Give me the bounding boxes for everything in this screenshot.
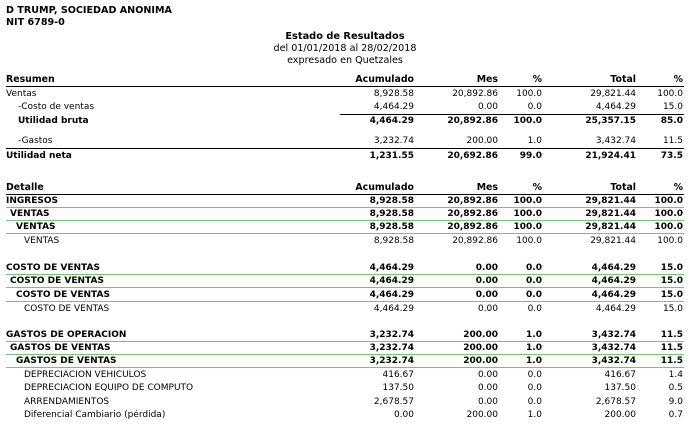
detail-group-rule-3 <box>6 274 684 275</box>
detail-col-accumulated-cell: 3,232.74 <box>369 330 414 340</box>
detail-col-total-cell: 4,464.29 <box>591 290 636 300</box>
summary-row <box>0 115 690 128</box>
summary-row <box>0 150 690 163</box>
detail-col-accumulated-cell: 137.50 <box>382 383 414 393</box>
detail-col-concept-cell: Diferencial Cambiario (pérdida) <box>24 410 166 420</box>
summary-col-month-cell: 20,892.86 <box>452 89 498 99</box>
detail-col-pct-total-cell: 100.0 <box>654 196 683 206</box>
detail-col-pct-total-cell: 1.4 <box>668 370 683 380</box>
summary-col-pct-month-cell: 0.0 <box>527 102 542 112</box>
detail-col-concept-cell: GASTOS DE VENTAS <box>16 356 117 366</box>
detail-col-pct-total-cell: 11.5 <box>660 356 683 366</box>
report-currency: expresado en Quetzales <box>287 55 403 66</box>
detail-col-accumulated-cell: 0.00 <box>393 410 414 420</box>
summary-col-accumulated-cell: 3,232.74 <box>373 136 414 146</box>
summary-col-total-cell: 25,357.15 <box>585 116 636 126</box>
detail-col-concept-cell: COSTO DE VENTAS <box>16 290 110 300</box>
detail-col-pct-month-header: % <box>532 182 542 193</box>
summary-col-concept-header: Resumen <box>6 74 55 85</box>
summary-row <box>0 135 690 148</box>
detail-col-concept-cell: DEPRECIACION EQUIPO DE COMPUTO <box>24 383 194 393</box>
detail-col-pct-total-cell: 15.0 <box>660 263 683 273</box>
detail-col-pct-month-cell: 100.0 <box>516 236 542 246</box>
summary-row <box>0 88 690 101</box>
detail-col-total-cell: 3,432.74 <box>591 356 636 366</box>
detail-col-total-cell: 4,464.29 <box>591 263 636 273</box>
detail-col-month-header: Mes <box>476 182 498 193</box>
detail-col-pct-month-cell: 1.0 <box>527 410 542 420</box>
detail-col-pct-total-header: % <box>673 182 683 193</box>
summary-col-pct-total-cell: 85.0 <box>660 116 683 126</box>
detail-group-rule-2 <box>6 233 684 234</box>
detail-col-accumulated-cell: 8,928.58 <box>369 209 414 219</box>
detail-col-pct-month-cell: 100.0 <box>513 222 542 232</box>
detail-row <box>0 396 690 409</box>
summary-col-total-cell: 29,821.44 <box>590 89 636 99</box>
detail-row <box>0 303 690 316</box>
detail-row <box>0 409 690 422</box>
detail-col-month-cell: 20,892.86 <box>452 236 498 246</box>
detail-col-pct-total-cell: 11.5 <box>660 343 683 353</box>
report-period: del 01/01/2018 al 28/02/2018 <box>273 43 417 54</box>
detail-col-month-cell: 0.00 <box>477 370 498 380</box>
detail-col-total-cell: 200.00 <box>604 410 636 420</box>
detail-col-concept-cell: ARRENDAMIENTOS <box>24 397 110 407</box>
detail-col-pct-total-cell: 100.0 <box>657 236 683 246</box>
detail-col-pct-total-cell: 15.0 <box>662 304 683 314</box>
detail-col-accumulated-cell: 4,464.29 <box>369 290 414 300</box>
company-nit: NIT 6789-0 <box>6 17 65 28</box>
detail-col-accumulated-cell: 8,928.58 <box>369 196 414 206</box>
detail-col-pct-month-cell: 0.0 <box>526 263 542 273</box>
detail-col-total-cell: 29,821.44 <box>585 222 636 232</box>
detail-col-accumulated-cell: 3,232.74 <box>369 343 414 353</box>
detail-col-pct-total-cell: 0.7 <box>668 410 683 420</box>
detail-col-concept-cell: VENTAS <box>16 222 56 232</box>
summary-col-total-header: Total <box>610 74 636 85</box>
detail-col-accumulated-cell: 4,464.29 <box>369 276 414 286</box>
detail-col-month-cell: 20,892.86 <box>447 196 498 206</box>
detail-col-concept-cell: VENTAS <box>10 209 50 219</box>
detail-col-total-cell: 4,464.29 <box>595 304 636 314</box>
detail-col-concept-cell: DEPRECIACION VEHICULOS <box>24 370 147 380</box>
detail-col-pct-month-cell: 0.0 <box>526 276 542 286</box>
detail-col-month-cell: 0.00 <box>475 263 498 273</box>
summary-col-month-cell: 200.00 <box>466 136 498 146</box>
report-title: Estado de Resultados <box>285 31 405 42</box>
detail-col-pct-month-cell: 0.0 <box>527 304 542 314</box>
detail-col-pct-total-cell: 100.0 <box>654 209 683 219</box>
summary-col-accumulated-cell: 1,231.55 <box>369 151 414 161</box>
detail-col-concept-cell: INGRESOS <box>6 196 58 206</box>
detail-col-total-cell: 3,432.74 <box>591 330 636 340</box>
detail-col-accumulated-cell: 3,232.74 <box>369 356 414 366</box>
detail-col-pct-month-cell: 1.0 <box>526 330 542 340</box>
detail-col-pct-month-cell: 1.0 <box>526 343 542 353</box>
summary-col-pct-total-cell: 100.0 <box>657 89 683 99</box>
summary-col-pct-month-cell: 100.0 <box>516 89 542 99</box>
detail-group-rule-4 <box>6 287 684 288</box>
company-name: D TRUMP, SOCIEDAD ANONIMA <box>6 5 172 16</box>
summary-col-month-cell: 0.00 <box>477 102 498 112</box>
detail-row <box>0 235 690 248</box>
summary-col-concept-cell: Utilidad neta <box>6 151 72 161</box>
detail-col-total-header: Total <box>610 182 636 193</box>
detail-group-rule-7 <box>6 354 684 355</box>
detail-group-rule-6 <box>6 341 684 342</box>
detail-col-total-cell: 29,821.44 <box>590 236 636 246</box>
detail-col-concept-cell: COSTO DE VENTAS <box>24 304 110 314</box>
summary-col-pct-month-cell: 1.0 <box>527 136 542 146</box>
summary-col-pct-total-header: % <box>673 74 683 85</box>
summary-col-accumulated-cell: 4,464.29 <box>369 116 414 126</box>
detail-col-pct-month-cell: 0.0 <box>527 383 542 393</box>
summary-header-rule <box>6 86 684 87</box>
detail-col-month-cell: 0.00 <box>477 304 498 314</box>
detail-col-total-cell: 3,432.74 <box>591 343 636 353</box>
detail-col-concept-cell: VENTAS <box>24 236 60 246</box>
summary-col-month-cell: 20,692.86 <box>447 151 498 161</box>
detail-col-accumulated-cell: 8,928.58 <box>369 222 414 232</box>
detail-col-concept-cell: GASTOS DE OPERACION <box>6 330 127 340</box>
summary-col-pct-total-cell: 15.0 <box>662 102 683 112</box>
detail-col-total-cell: 29,821.44 <box>585 209 636 219</box>
detail-col-concept-cell: GASTOS DE VENTAS <box>10 343 111 353</box>
detail-group-rule-5 <box>6 301 684 302</box>
detail-col-pct-total-cell: 11.5 <box>660 330 683 340</box>
detail-col-accumulated-cell: 8,928.58 <box>373 236 414 246</box>
summary-col-accumulated-cell: 4,464.29 <box>373 102 414 112</box>
detail-col-pct-month-cell: 0.0 <box>527 397 542 407</box>
summary-header-row <box>0 73 690 86</box>
detail-col-pct-total-cell: 0.5 <box>668 383 683 393</box>
summary-col-concept-cell: -Costo de ventas <box>18 102 95 112</box>
detail-col-concept-cell: COSTO DE VENTAS <box>10 276 104 286</box>
detail-col-pct-month-cell: 100.0 <box>513 209 542 219</box>
summary-col-concept-cell: Utilidad bruta <box>18 116 89 126</box>
detail-col-total-cell: 29,821.44 <box>585 196 636 206</box>
detail-col-month-cell: 0.00 <box>477 397 498 407</box>
summary-col-concept-cell: Ventas <box>6 89 37 99</box>
summary-subtotal-rule <box>340 114 684 115</box>
summary-col-total-cell: 21,924.41 <box>585 151 636 161</box>
detail-col-accumulated-cell: 4,464.29 <box>369 263 414 273</box>
summary-col-concept-cell: -Gastos <box>18 136 53 146</box>
summary-col-pct-month-header: % <box>532 74 542 85</box>
summary-row <box>0 101 690 114</box>
detail-col-total-cell: 2,678.57 <box>595 397 636 407</box>
detail-col-accumulated-cell: 4,464.29 <box>373 304 414 314</box>
summary-col-total-cell: 3,432.74 <box>595 136 636 146</box>
detail-col-pct-month-cell: 0.0 <box>526 290 542 300</box>
detail-col-pct-month-cell: 1.0 <box>526 356 542 366</box>
detail-col-month-cell: 200.00 <box>463 343 498 353</box>
detail-col-month-cell: 200.00 <box>466 410 498 420</box>
detail-group-rule-1 <box>6 220 684 221</box>
detail-col-pct-month-cell: 0.0 <box>527 370 542 380</box>
detail-col-pct-total-cell: 100.0 <box>654 222 683 232</box>
detail-col-total-cell: 4,464.29 <box>591 276 636 286</box>
summary-col-month-cell: 20,892.86 <box>447 116 498 126</box>
detail-row <box>0 369 690 382</box>
detail-col-total-cell: 137.50 <box>604 383 636 393</box>
detail-col-month-cell: 200.00 <box>463 356 498 366</box>
detail-row <box>0 382 690 395</box>
detail-col-month-cell: 200.00 <box>463 330 498 340</box>
detail-col-month-cell: 0.00 <box>475 290 498 300</box>
detail-col-pct-month-cell: 100.0 <box>513 196 542 206</box>
detail-col-total-cell: 416.67 <box>604 370 636 380</box>
detail-group-rule-0 <box>6 207 684 208</box>
summary-col-pct-month-cell: 99.0 <box>519 151 542 161</box>
summary-col-pct-month-cell: 100.0 <box>513 116 542 126</box>
detail-col-concept-cell: COSTO DE VENTAS <box>6 263 100 273</box>
summary-total-rule <box>6 148 684 149</box>
detail-group-rule-8 <box>6 367 684 368</box>
summary-col-accumulated-cell: 8,928.58 <box>373 89 414 99</box>
detail-col-accumulated-cell: 416.67 <box>382 370 414 380</box>
detail-col-pct-total-cell: 15.0 <box>660 276 683 286</box>
summary-col-accumulated-header: Acumulado <box>355 74 414 85</box>
detail-col-concept-header: Detalle <box>6 182 44 193</box>
detail-col-month-cell: 20,892.86 <box>447 222 498 232</box>
detail-col-month-cell: 0.00 <box>475 276 498 286</box>
detail-col-month-cell: 20,892.86 <box>447 209 498 219</box>
summary-col-pct-total-cell: 11.5 <box>662 136 683 146</box>
detail-col-pct-total-cell: 15.0 <box>660 290 683 300</box>
detail-col-pct-total-cell: 9.0 <box>668 397 683 407</box>
summary-col-pct-total-cell: 73.5 <box>660 151 683 161</box>
detail-col-accumulated-cell: 2,678.57 <box>373 397 414 407</box>
summary-col-total-cell: 4,464.29 <box>595 102 636 112</box>
detail-header-row <box>0 181 690 194</box>
detail-col-accumulated-header: Acumulado <box>355 182 414 193</box>
summary-col-month-header: Mes <box>476 74 498 85</box>
detail-col-month-cell: 0.00 <box>477 383 498 393</box>
